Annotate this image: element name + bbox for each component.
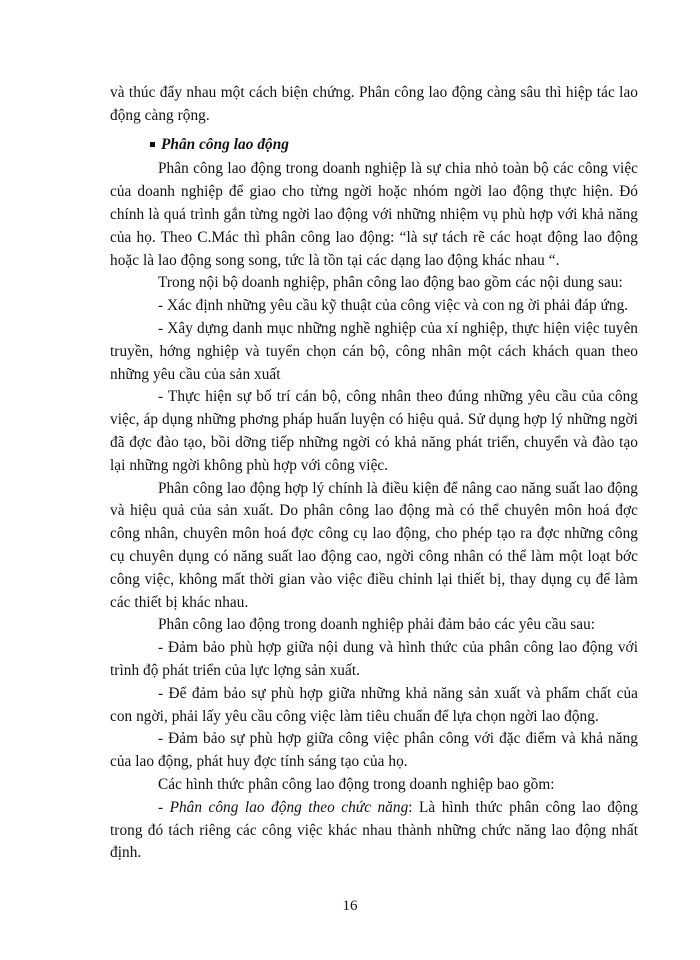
paragraph-continuation: và thúc đẩy nhau một cách biện chứng. Phân công lao động càng sâu thì hiệp tác lao động càng rộng. [110, 84, 638, 124]
paragraph: Các hình thức phân công lao động trong doanh nghiệp bao gồm: [158, 775, 555, 793]
list-item-text: : Là hình thức phân công lao động trong đó tách riêng các công việc khác nhau thành những chức năng lao động nhất định. [110, 798, 639, 862]
list-item: - Đảm bảo phù hợp giữa nội dung và hình thức của phân công lao động với trình độ phát triển của lực lợng sản xuất. [110, 639, 638, 679]
square-bullet-icon [150, 142, 155, 147]
document-body [110, 82, 638, 865]
paragraph: Trong nội bộ doanh nghiệp, phân công lao động bao gồm các nội dung sau: [158, 274, 623, 292]
paragraph: Phân công lao động trong doanh nghiệp phải đảm bảo các yêu cầu sau: [158, 616, 596, 634]
list-item: - Để đảm bảo sự phù hợp giữa những khả năng sản xuất và phẩm chất của con ngời, phải lấy yêu cầu công việc làm tiêu chuẩn để lựa chọn ngời lao động. [110, 684, 638, 725]
list-item: - Thực hiện sự bố trí cán bộ, công nhân theo đúng những yêu cầu của công việc, áp dụng những phơng pháp huấn luyện có hiệu quả. Sử dụng hợp lý những ngời đã đợc đào tạo, bồi dỡng tiếp những ngời có khả năng phát triển, chuyển và đào tạo lại những ngời không phù hợp với công việc. [110, 388, 638, 474]
list-item: - Xác định những yêu cầu kỹ thuật của công việc và con ng ời phải đáp ứng. [158, 297, 629, 315]
paragraph: Phân công lao động hợp lý chính là điều kiện để nâng cao năng suất lao động và hiệu quả của sản xuất. Do phân công lao động mà có thể chuyên môn hoá đợc công nhân, chuyên môn hoá đợc công cụ lao động, cho phép tạo ra đợc những công cụ chuyên dụng có năng suất lao động cao, ngời công nhân có thể làm một loạt bớc công việc, không mất thời gian vào việc điều chỉnh lại thiết bị, thay dụng cụ để làm các thiết bị khác nhau. [110, 479, 638, 611]
section-heading-text: Phân công lao động [161, 135, 289, 153]
list-item-lead: - Phân công lao động theo chức năng [158, 798, 409, 816]
list-item: - Đảm bảo sự phù hợp giữa công việc phân công với đặc điểm và khả năng của lao động, phát huy đợc tính sáng tạo của họ. [110, 730, 638, 771]
list-item [110, 797, 638, 865]
page-number: 16 [342, 898, 358, 914]
section-heading [110, 134, 638, 157]
paragraph: Phân công lao động trong doanh nghiệp là sự chia nhỏ toàn bộ các công việc của doanh nghiệp để giao cho từng ngời hoặc nhóm ngời lao động thực hiện. Đó chính là quá trình gắn từng ngời lao động với những nhiệm vụ phù hợp với khả năng của họ. Theo C.Mác thì phân công lao động: “là sự tách rẽ các hoạt động lao động hoặc là lao động song song, tức là tồn tại các dạng lao động khác nhau “. [110, 160, 638, 269]
list-item: - Xây dựng danh mục những nghề nghiệp của xí nghiệp, thực hiện việc tuyên truyền, hớng nghiệp và tuyển chọn cán bộ, công nhân một cách khách quan theo những yêu cầu của sản xuất [110, 319, 638, 383]
